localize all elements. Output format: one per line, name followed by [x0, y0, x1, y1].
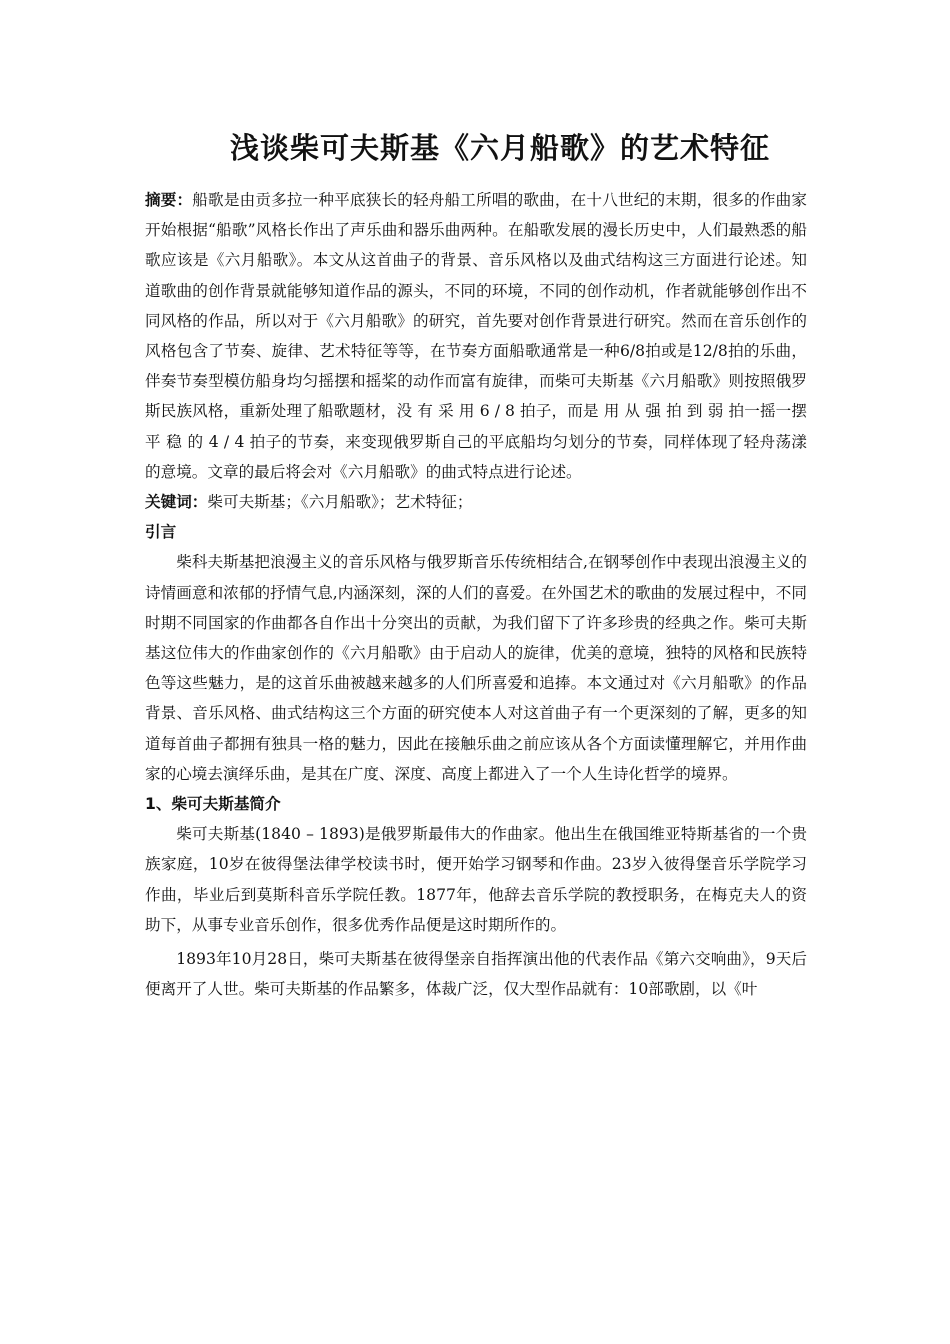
abstract-paragraph [145, 185, 807, 487]
abstract-text: 船歌是由贡多拉一种平底狭长的轻舟船工所唱的歌曲，在十八世纪的末期，很多的作曲家开始根据“船歌”风格长作出了声乐曲和器乐曲两种。在船歌发展的漫长历史中，人们最熟悉的船歌应该是《六月船歌》。本文从这首曲子的背景、音乐风格以及曲式结构这三方面进行论述。知道歌曲的创作背景就能够知道作品的源头，不同的环境，不同的创作动机，作者就能够创作出不同风格的作品，所以对于《六月船歌》的研究，首先要对创作背景进行研究。然而在音乐创作的风格包含了节奏、旋律、艺术特征等等，在节奏方面船歌通常是一种6/8拍或是12/8拍的乐曲，伴奏节奏型模仿船身均匀摇摆和摇桨的动作而富有旋律，而柴可夫斯基《六月船歌》则按照俄罗斯民族风格，重新处理了船歌题材，没 有 采 用 6 / 8 拍子，而是 用 从 强 拍 到 弱 拍一摇一摆平 稳 的 4 / 4 拍子的节奏，来变现俄罗斯自己的平底船均匀划分的节奏，同样体现了轻舟荡漾的意境。文章的最后将会对《六月船歌》的曲式特点进行论述。 [145, 191, 807, 481]
section1-paragraph-2: 1893年10月28日，柴可夫斯基在彼得堡亲自指挥演出他的代表作品《第六交响曲》，9天后便离开了人世。柴可夫斯基的作品繁多，体裁广泛，仅大型作品就有：10部歌剧，以《叶 [145, 950, 807, 999]
section1-heading: 1、柴可夫斯基简介 [145, 795, 281, 814]
intro-heading: 引言 [145, 523, 177, 542]
document-title: 浅谈柴可夫斯基《六月船歌》的艺术特征 [229, 131, 770, 165]
section1-paragraph-1: 柴可夫斯基(1840 – 1893)是俄罗斯最伟大的作曲家。他出生在俄国维亚特斯基省的一个贵族家庭，10岁在彼得堡法律学校读书时，便开始学习钢琴和作曲。23岁入彼得堡音乐学院学习作曲，毕业后到莫斯科音乐学院任教。1877年，他辞去音乐学院的教授职务，在梅克夫人的资助下，从事专业音乐创作，很多优秀作品便是这时期所作的。 [145, 825, 807, 934]
abstract-label: 摘要： [145, 191, 193, 209]
document-body [145, 185, 807, 1004]
keywords-label: 关键词： [145, 493, 208, 512]
keywords-text: 柴可夫斯基；《六月船歌》；艺术特征； [207, 493, 473, 512]
keywords-paragraph [145, 487, 807, 517]
intro-paragraph: 柴科夫斯基把浪漫主义的音乐风格与俄罗斯音乐传统相结合,在钢琴创作中表现出浪漫主义的诗情画意和浓郁的抒情气息,内涵深刻，深的人们的喜爱。在外国艺术的歌曲的发展过程中，不同时期不同国家的作曲都各自作出十分突出的贡献，为我们留下了许多珍贵的经典之作。柴可夫斯基这位伟大的作曲家创作的《六月船歌》由于启动人的旋律，优美的意境，独特的风格和民族特色等这些魅力，是的这首乐曲被越来越多的人们所喜爱和追捧。本文通过对《六月船歌》的作品背景、音乐风格、曲式结构这三个方面的研究使本人对这首曲子有一个更深刻的了解，更多的知道每首曲子都拥有独具一格的魅力，因此在接触乐曲之前应该从各个方面读懂理解它，并用作曲家的心境去演绎乐曲，是其在广度、深度、高度上都进入了一个人生诗化哲学的境界。 [145, 553, 807, 783]
